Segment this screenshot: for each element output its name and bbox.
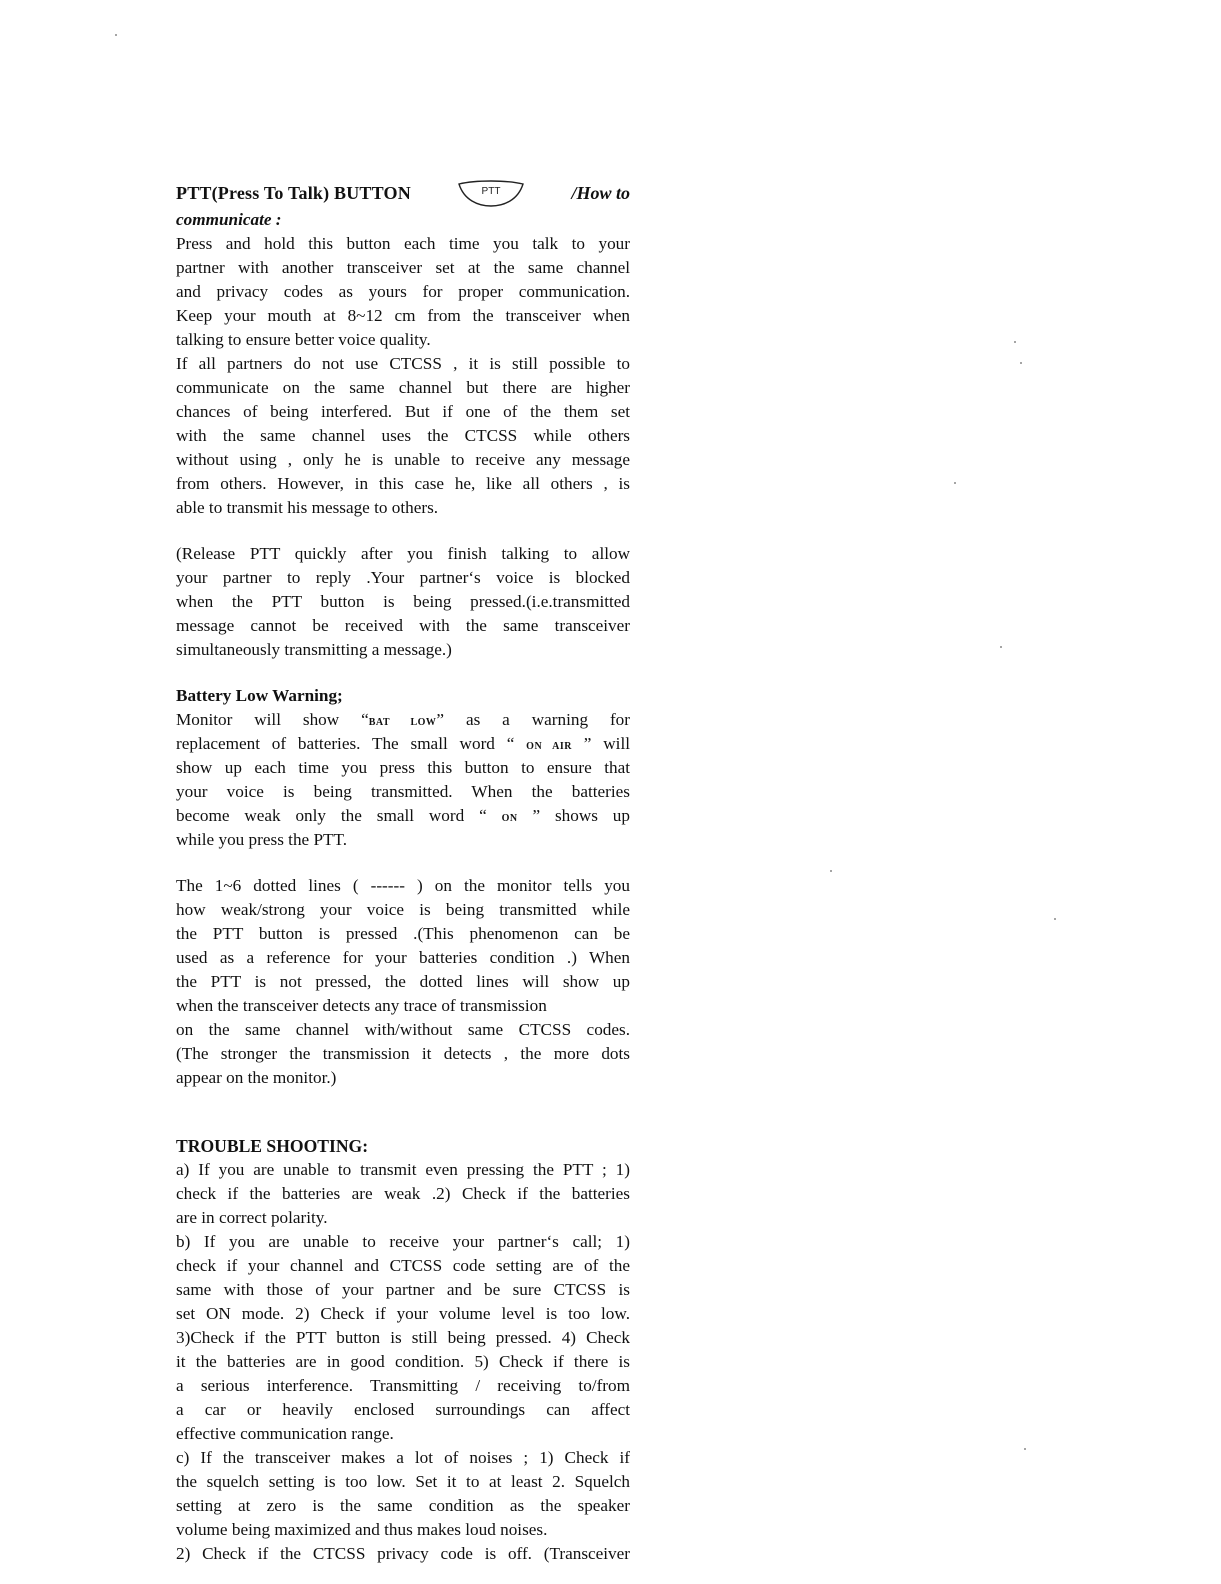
- paragraph-line: check if your channel and CTCSS code setting are of the: [176, 1256, 630, 1275]
- paragraph-line: set ON mode. 2) Check if your volume level is too low.: [176, 1304, 630, 1323]
- paragraph-line: 2) Check if the CTCSS privacy code is off. (Transceiver: [176, 1544, 630, 1563]
- paragraph-line: same with those of your partner and be sure CTCSS is: [176, 1280, 630, 1299]
- paragraph-line: and privacy codes as yours for proper communication.: [176, 282, 630, 301]
- paragraph-line: when the transceiver detects any trace of transmission: [176, 996, 547, 1015]
- paragraph-line: b) If you are unable to receive your partner‘s call; 1): [176, 1232, 630, 1251]
- paragraph-line: it the batteries are in good condition. 5) Check if there is: [176, 1352, 630, 1371]
- paragraph-line: Keep your mouth at 8~12 cm from the transceiver when: [176, 306, 630, 325]
- paragraph-line: become weak only the small word “ ON ” shows up: [176, 806, 630, 825]
- scan-speck: [954, 482, 956, 484]
- ptt-heading-howto: /How to: [571, 182, 630, 203]
- scan-speck: [1024, 1448, 1026, 1450]
- trouble-heading: TROUBLE SHOOTING:: [176, 1136, 369, 1156]
- paragraph-line: used as a reference for your batteries condition .) When: [176, 948, 630, 967]
- paragraph-line: simultaneously transmitting a message.): [176, 640, 452, 659]
- paragraph-line: check if the batteries are weak .2) Check if the batteries: [176, 1184, 630, 1203]
- paragraph-line: c) If the transceiver makes a lot of noises ; 1) Check if: [176, 1448, 630, 1467]
- paragraph-line: a car or heavily enclosed surroundings can affect: [176, 1400, 630, 1419]
- scan-speck: [1000, 646, 1002, 648]
- paragraph-line: The 1~6 dotted lines ( ------ ) on the monitor tells you: [176, 876, 630, 895]
- battery-heading: Battery Low Warning;: [176, 686, 343, 705]
- paragraph-line: your partner to reply .Your partner‘s voice is blocked: [176, 568, 630, 587]
- paragraph-line: Press and hold this button each time you talk to your: [176, 234, 630, 253]
- on-air-indicator: ON AIR: [526, 741, 572, 752]
- paragraph-line: Monitor will show “BAT LOW” as a warning for: [176, 710, 630, 729]
- paragraph-line: 3)Check if the PTT button is still being pressed. 4) Check: [176, 1328, 630, 1347]
- ptt-heading: [176, 178, 630, 208]
- paragraph-line: without using , only he is unable to receive any message: [176, 450, 630, 469]
- paragraph-line: from others. However, in this case he, like all others , is: [176, 474, 630, 493]
- paragraph-line: effective communication range.: [176, 1424, 394, 1443]
- paragraph-line: the squelch setting is too low. Set it to at least 2. Squelch: [176, 1472, 630, 1491]
- paragraph-line: able to transmit his message to others.: [176, 498, 439, 517]
- paragraph-line: the PTT button is pressed .(This phenomenon can be: [176, 924, 630, 943]
- paragraph-line: the PTT is not pressed, the dotted lines will show up: [176, 972, 630, 991]
- scan-speck: [1020, 362, 1022, 364]
- paragraph-line: (The stronger the transmission it detects , the more dots: [176, 1044, 630, 1063]
- paragraph-line: chances of being interfered. But if one of the them set: [176, 402, 630, 421]
- paragraph-line: setting at zero is the same condition as the speaker: [176, 1496, 630, 1515]
- ptt-icon-label: PTT: [481, 186, 501, 197]
- paragraph-line: If all partners do not use CTCSS , it is still possible to: [176, 354, 630, 373]
- paragraph-line: message cannot be received with the same transceiver: [176, 616, 630, 635]
- paragraph-line: communicate on the same channel but there are higher: [176, 378, 630, 397]
- paragraph-line: while you press the PTT.: [176, 830, 348, 849]
- bat-low-indicator: BAT LOW: [368, 717, 437, 728]
- paragraph-line: on the same channel with/without same CTCSS codes.: [176, 1020, 630, 1039]
- scan-speck: [1054, 918, 1056, 920]
- paragraph-line: when the PTT button is being pressed.(i.e.transmitted: [176, 592, 630, 611]
- scan-speck: [830, 870, 832, 872]
- paragraph-line: appear on the monitor.): [176, 1068, 337, 1087]
- scan-speck: [115, 34, 117, 36]
- paragraph-line: replacement of batteries. The small word “ ON AIR ” will: [176, 734, 630, 753]
- paragraph-line: volume being maximized and thus makes loud noises.: [176, 1520, 548, 1539]
- paragraph-line: talking to ensure better voice quality.: [176, 330, 431, 349]
- paragraph-line: a) If you are unable to transmit even pressing the PTT ; 1): [176, 1160, 630, 1179]
- paragraph-line: (Release PTT quickly after you finish talking to allow: [176, 544, 630, 563]
- on-indicator: ON: [501, 813, 518, 824]
- ptt-heading-subtitle: communicate :: [176, 210, 282, 229]
- ptt-button-icon: [456, 178, 526, 208]
- paragraph-line: how weak/strong your voice is being transmitted while: [176, 900, 630, 919]
- paragraph-line: are in correct polarity.: [176, 1208, 328, 1227]
- paragraph-line: your voice is being transmitted. When the batteries: [176, 782, 630, 801]
- paragraph-line: a serious interference. Transmitting / receiving to/from: [176, 1376, 630, 1395]
- document-page: [176, 178, 630, 1566]
- paragraph-line: with the same channel uses the CTCSS while others: [176, 426, 630, 445]
- paragraph-line: show up each time you press this button to ensure that: [176, 758, 630, 777]
- scan-speck: [1014, 341, 1016, 343]
- ptt-heading-title: PTT(Press To Talk) BUTTON: [176, 182, 411, 203]
- paragraph-line: partner with another transceiver set at the same channel: [176, 258, 630, 277]
